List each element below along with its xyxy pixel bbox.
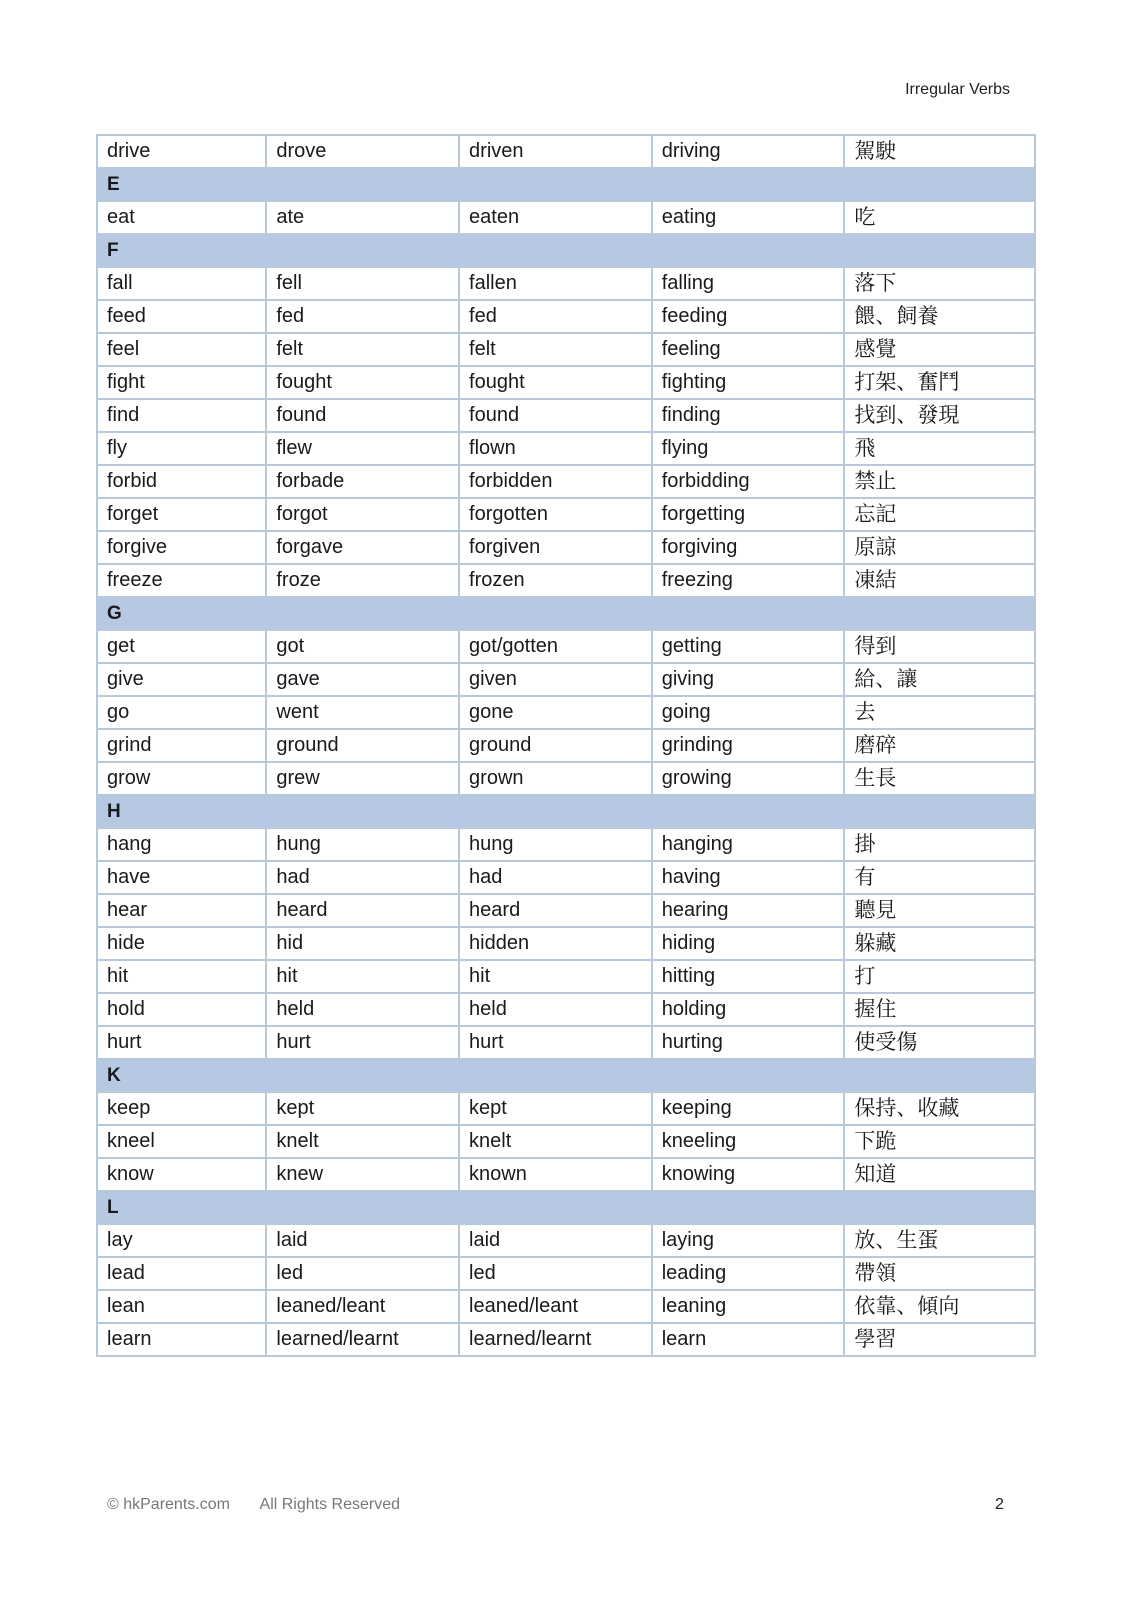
past-tense-cell: laid	[266, 1224, 459, 1257]
verb-row	[97, 564, 1035, 597]
verb-row	[97, 762, 1035, 795]
past-participle-cell: fought	[459, 366, 652, 399]
past-tense-cell: leaned/leant	[266, 1290, 459, 1323]
chinese-meaning-cell: 打	[844, 960, 1035, 993]
present-participle-cell: forgiving	[652, 531, 845, 564]
past-tense-cell: grew	[266, 762, 459, 795]
chinese-meaning-cell: 駕駛	[844, 135, 1035, 168]
chinese-meaning-cell: 放、生蛋	[844, 1224, 1035, 1257]
present-participle-cell: kneeling	[652, 1125, 845, 1158]
section-header-row	[97, 234, 1035, 267]
verb-row	[97, 498, 1035, 531]
chinese-meaning-cell: 掛	[844, 828, 1035, 861]
verb-row	[97, 1323, 1035, 1356]
verb-row	[97, 135, 1035, 168]
present-participle-cell: eating	[652, 201, 845, 234]
verb-row	[97, 531, 1035, 564]
past-participle-cell: eaten	[459, 201, 652, 234]
base-form-cell: drive	[97, 135, 266, 168]
chinese-meaning-cell: 使受傷	[844, 1026, 1035, 1059]
present-participle-cell: forbidding	[652, 465, 845, 498]
base-form-cell: feel	[97, 333, 266, 366]
present-participle-cell: getting	[652, 630, 845, 663]
present-participle-cell: going	[652, 696, 845, 729]
past-tense-cell: flew	[266, 432, 459, 465]
past-participle-cell: knelt	[459, 1125, 652, 1158]
chinese-meaning-cell: 去	[844, 696, 1035, 729]
chinese-meaning-cell: 忘記	[844, 498, 1035, 531]
base-form-cell: feed	[97, 300, 266, 333]
base-form-cell: forgive	[97, 531, 266, 564]
section-header-row	[97, 1059, 1035, 1092]
past-participle-cell: forbidden	[459, 465, 652, 498]
present-participle-cell: hitting	[652, 960, 845, 993]
verb-row	[97, 1026, 1035, 1059]
chinese-meaning-cell: 餵、飼養	[844, 300, 1035, 333]
chinese-meaning-cell: 吃	[844, 201, 1035, 234]
past-participle-cell: known	[459, 1158, 652, 1191]
chinese-meaning-cell: 下跪	[844, 1125, 1035, 1158]
verb-row	[97, 861, 1035, 894]
past-participle-cell: forgotten	[459, 498, 652, 531]
base-form-cell: get	[97, 630, 266, 663]
present-participle-cell: grinding	[652, 729, 845, 762]
base-form-cell: fight	[97, 366, 266, 399]
verb-row	[97, 432, 1035, 465]
verb-row	[97, 1158, 1035, 1191]
base-form-cell: hide	[97, 927, 266, 960]
past-tense-cell: fell	[266, 267, 459, 300]
verb-row	[97, 399, 1035, 432]
section-header-row	[97, 597, 1035, 630]
section-letter: E	[97, 168, 1035, 201]
past-participle-cell: found	[459, 399, 652, 432]
section-letter: L	[97, 1191, 1035, 1224]
verb-row	[97, 828, 1035, 861]
present-participle-cell: hurting	[652, 1026, 845, 1059]
past-participle-cell: learned/learnt	[459, 1323, 652, 1356]
chinese-meaning-cell: 感覺	[844, 333, 1035, 366]
past-participle-cell: felt	[459, 333, 652, 366]
past-participle-cell: ground	[459, 729, 652, 762]
verb-row	[97, 663, 1035, 696]
chinese-meaning-cell: 帶領	[844, 1257, 1035, 1290]
present-participle-cell: keeping	[652, 1092, 845, 1125]
past-participle-cell: frozen	[459, 564, 652, 597]
base-form-cell: fly	[97, 432, 266, 465]
past-tense-cell: ground	[266, 729, 459, 762]
past-tense-cell: gave	[266, 663, 459, 696]
past-participle-cell: fallen	[459, 267, 652, 300]
present-participle-cell: knowing	[652, 1158, 845, 1191]
past-participle-cell: got/gotten	[459, 630, 652, 663]
chinese-meaning-cell: 飛	[844, 432, 1035, 465]
past-participle-cell: kept	[459, 1092, 652, 1125]
chinese-meaning-cell: 依靠、傾向	[844, 1290, 1035, 1323]
verb-row	[97, 267, 1035, 300]
verb-row	[97, 729, 1035, 762]
present-participle-cell: giving	[652, 663, 845, 696]
base-form-cell: hold	[97, 993, 266, 1026]
past-tense-cell: found	[266, 399, 459, 432]
irregular-verbs-table	[96, 134, 1036, 1357]
section-letter: K	[97, 1059, 1035, 1092]
past-tense-cell: fought	[266, 366, 459, 399]
past-participle-cell: flown	[459, 432, 652, 465]
past-tense-cell: got	[266, 630, 459, 663]
present-participle-cell: leaning	[652, 1290, 845, 1323]
past-participle-cell: gone	[459, 696, 652, 729]
section-header-row	[97, 795, 1035, 828]
past-participle-cell: driven	[459, 135, 652, 168]
past-participle-cell: leaned/leant	[459, 1290, 652, 1323]
past-tense-cell: hung	[266, 828, 459, 861]
past-participle-cell: hit	[459, 960, 652, 993]
page-number: 2	[995, 1496, 1004, 1513]
base-form-cell: grow	[97, 762, 266, 795]
chinese-meaning-cell: 給、讓	[844, 663, 1035, 696]
chinese-meaning-cell: 找到、發現	[844, 399, 1035, 432]
past-tense-cell: hid	[266, 927, 459, 960]
chinese-meaning-cell: 落下	[844, 267, 1035, 300]
chinese-meaning-cell: 生長	[844, 762, 1035, 795]
verb-row	[97, 894, 1035, 927]
page-header-title: Irregular Verbs	[905, 81, 1010, 98]
past-participle-cell: heard	[459, 894, 652, 927]
base-form-cell: lead	[97, 1257, 266, 1290]
verb-row	[97, 696, 1035, 729]
past-tense-cell: went	[266, 696, 459, 729]
verb-row	[97, 1125, 1035, 1158]
verb-row	[97, 201, 1035, 234]
base-form-cell: have	[97, 861, 266, 894]
past-tense-cell: kept	[266, 1092, 459, 1125]
chinese-meaning-cell: 原諒	[844, 531, 1035, 564]
present-participle-cell: growing	[652, 762, 845, 795]
present-participle-cell: learn	[652, 1323, 845, 1356]
section-letter: H	[97, 795, 1035, 828]
base-form-cell: forbid	[97, 465, 266, 498]
base-form-cell: hear	[97, 894, 266, 927]
footer	[107, 1496, 426, 1514]
base-form-cell: fall	[97, 267, 266, 300]
past-participle-cell: held	[459, 993, 652, 1026]
past-participle-cell: led	[459, 1257, 652, 1290]
past-participle-cell: fed	[459, 300, 652, 333]
present-participle-cell: forgetting	[652, 498, 845, 531]
base-form-cell: hit	[97, 960, 266, 993]
past-tense-cell: led	[266, 1257, 459, 1290]
section-header-row	[97, 168, 1035, 201]
footer-copyright: © hkParents.com	[107, 1496, 230, 1513]
base-form-cell: freeze	[97, 564, 266, 597]
base-form-cell: keep	[97, 1092, 266, 1125]
present-participle-cell: finding	[652, 399, 845, 432]
base-form-cell: hang	[97, 828, 266, 861]
present-participle-cell: fighting	[652, 366, 845, 399]
past-tense-cell: learned/learnt	[266, 1323, 459, 1356]
past-participle-cell: hurt	[459, 1026, 652, 1059]
past-participle-cell: grown	[459, 762, 652, 795]
past-participle-cell: forgiven	[459, 531, 652, 564]
chinese-meaning-cell: 磨碎	[844, 729, 1035, 762]
verb-table-body	[97, 135, 1035, 1356]
past-tense-cell: ate	[266, 201, 459, 234]
base-form-cell: forget	[97, 498, 266, 531]
base-form-cell: give	[97, 663, 266, 696]
base-form-cell: hurt	[97, 1026, 266, 1059]
chinese-meaning-cell: 得到	[844, 630, 1035, 663]
section-header-row	[97, 1191, 1035, 1224]
base-form-cell: lean	[97, 1290, 266, 1323]
present-participle-cell: falling	[652, 267, 845, 300]
past-tense-cell: forgot	[266, 498, 459, 531]
base-form-cell: grind	[97, 729, 266, 762]
chinese-meaning-cell: 禁止	[844, 465, 1035, 498]
chinese-meaning-cell: 聽見	[844, 894, 1035, 927]
past-tense-cell: knew	[266, 1158, 459, 1191]
base-form-cell: know	[97, 1158, 266, 1191]
verb-row	[97, 1257, 1035, 1290]
verb-row	[97, 960, 1035, 993]
past-participle-cell: hidden	[459, 927, 652, 960]
past-tense-cell: fed	[266, 300, 459, 333]
present-participle-cell: hanging	[652, 828, 845, 861]
footer-rights: All Rights Reserved	[259, 1496, 401, 1513]
section-letter: F	[97, 234, 1035, 267]
chinese-meaning-cell: 躲藏	[844, 927, 1035, 960]
past-tense-cell: hurt	[266, 1026, 459, 1059]
present-participle-cell: driving	[652, 135, 845, 168]
past-tense-cell: held	[266, 993, 459, 1026]
past-participle-cell: laid	[459, 1224, 652, 1257]
verb-row	[97, 993, 1035, 1026]
present-participle-cell: leading	[652, 1257, 845, 1290]
verb-row	[97, 1224, 1035, 1257]
verb-row	[97, 927, 1035, 960]
verb-row	[97, 366, 1035, 399]
past-tense-cell: had	[266, 861, 459, 894]
chinese-meaning-cell: 凍結	[844, 564, 1035, 597]
past-participle-cell: had	[459, 861, 652, 894]
verb-row	[97, 333, 1035, 366]
present-participle-cell: laying	[652, 1224, 845, 1257]
present-participle-cell: hiding	[652, 927, 845, 960]
past-tense-cell: froze	[266, 564, 459, 597]
past-participle-cell: given	[459, 663, 652, 696]
present-participle-cell: having	[652, 861, 845, 894]
past-tense-cell: knelt	[266, 1125, 459, 1158]
verb-row	[97, 630, 1035, 663]
present-participle-cell: feeling	[652, 333, 845, 366]
verb-row	[97, 1290, 1035, 1323]
base-form-cell: learn	[97, 1323, 266, 1356]
present-participle-cell: flying	[652, 432, 845, 465]
base-form-cell: lay	[97, 1224, 266, 1257]
past-tense-cell: forgave	[266, 531, 459, 564]
base-form-cell: kneel	[97, 1125, 266, 1158]
past-tense-cell: hit	[266, 960, 459, 993]
chinese-meaning-cell: 學習	[844, 1323, 1035, 1356]
past-tense-cell: drove	[266, 135, 459, 168]
chinese-meaning-cell: 握住	[844, 993, 1035, 1026]
chinese-meaning-cell: 打架、奮鬥	[844, 366, 1035, 399]
past-tense-cell: felt	[266, 333, 459, 366]
verb-row	[97, 300, 1035, 333]
chinese-meaning-cell: 保持、收藏	[844, 1092, 1035, 1125]
present-participle-cell: feeding	[652, 300, 845, 333]
past-tense-cell: heard	[266, 894, 459, 927]
chinese-meaning-cell: 知道	[844, 1158, 1035, 1191]
present-participle-cell: freezing	[652, 564, 845, 597]
present-participle-cell: hearing	[652, 894, 845, 927]
base-form-cell: eat	[97, 201, 266, 234]
section-letter: G	[97, 597, 1035, 630]
verb-row	[97, 1092, 1035, 1125]
past-tense-cell: forbade	[266, 465, 459, 498]
base-form-cell: find	[97, 399, 266, 432]
chinese-meaning-cell: 有	[844, 861, 1035, 894]
past-participle-cell: hung	[459, 828, 652, 861]
verb-row	[97, 465, 1035, 498]
base-form-cell: go	[97, 696, 266, 729]
present-participle-cell: holding	[652, 993, 845, 1026]
